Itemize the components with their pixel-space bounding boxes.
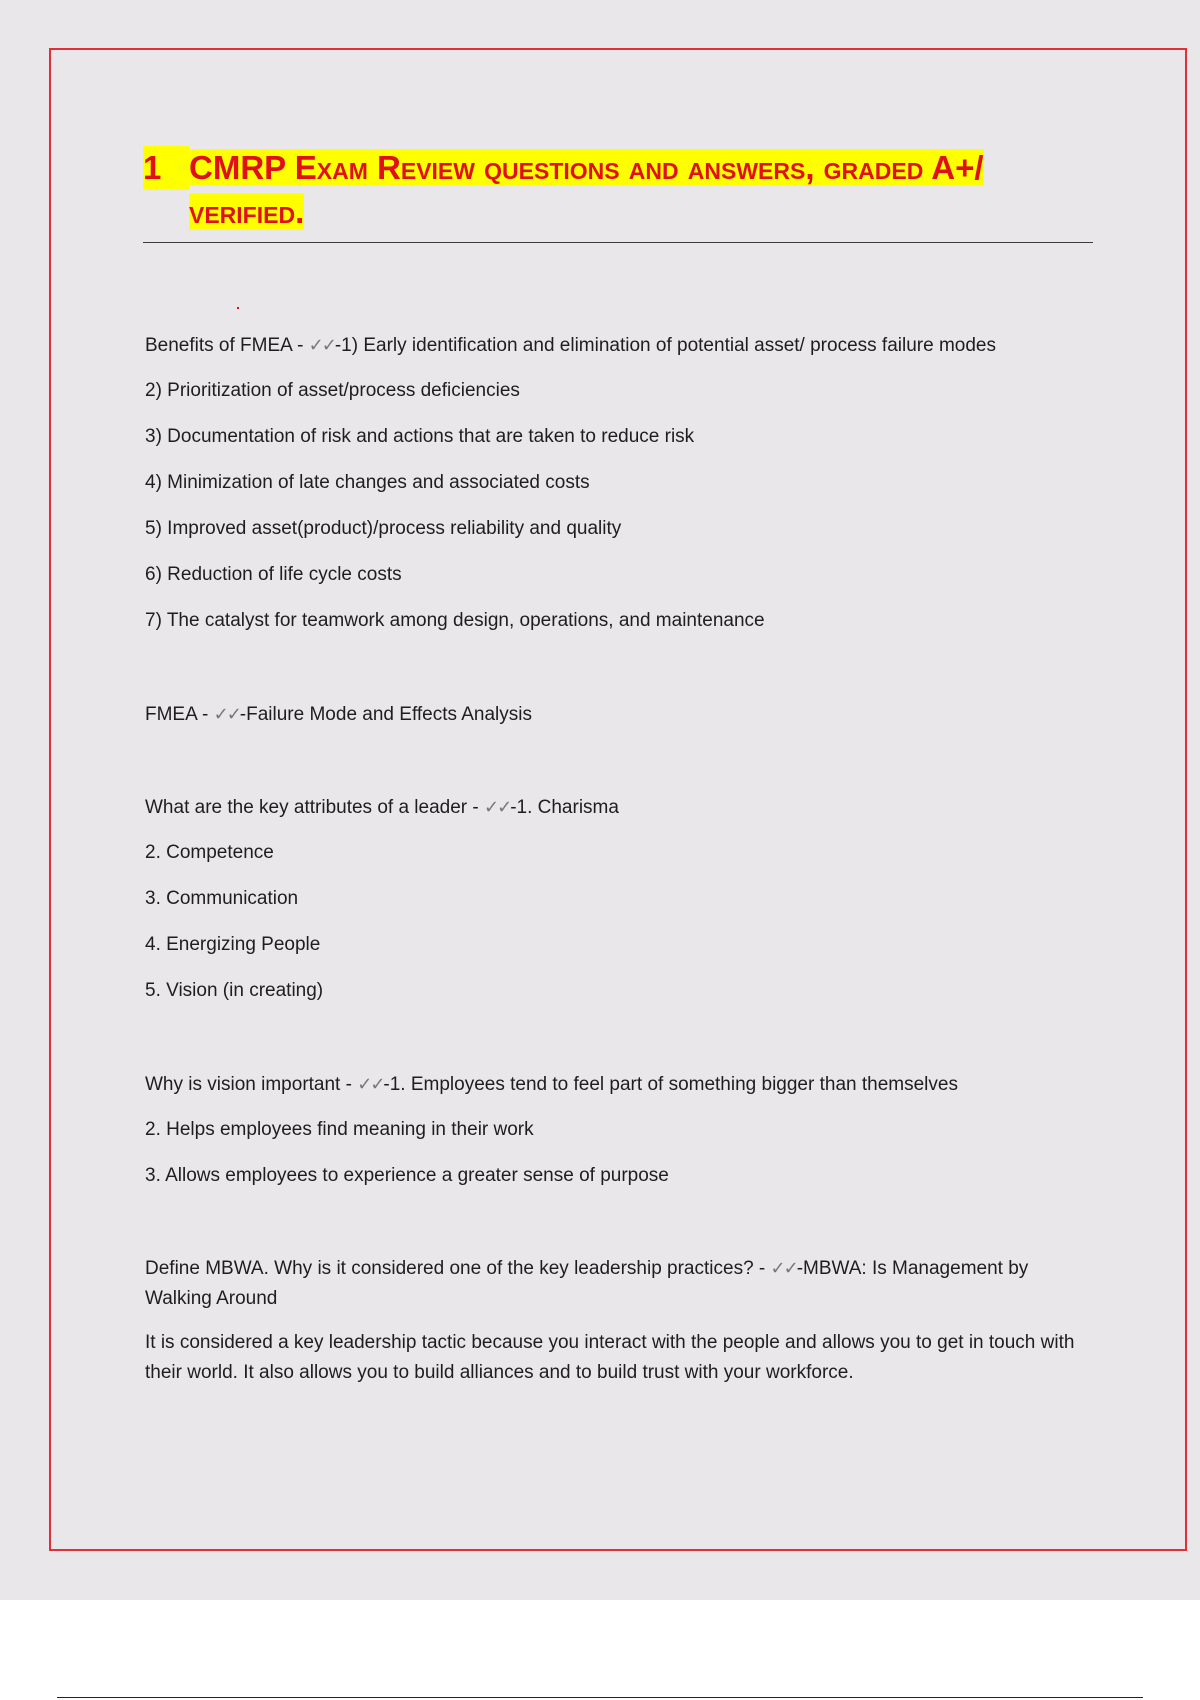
qa-question-line [145,1068,1090,1114]
answer-text: -MBWA: Is Management by Walking Around [145,1258,1029,1309]
question-text: Benefits of FMEA - [145,335,309,356]
qa-question-line [145,791,1090,837]
question-text: What are the key attributes of a leader - [145,797,485,818]
document-title [143,146,1093,243]
answer-text: -1. Charisma [510,797,619,818]
answer-item: 2. Helps employees find meaning in their work [145,1119,534,1140]
answer-item: 2. Competence [145,842,274,863]
answer-item: 4. Energizing People [145,934,321,955]
qa-question-line [145,329,1090,375]
answer-item: 2) Prioritization of asset/process deficiencies [145,380,520,401]
double-check-icon: ✓✓ [484,797,511,817]
answer-item: 5) Improved asset(product)/process reliability and quality [145,518,622,539]
double-check-icon: ✓✓ [770,1258,797,1278]
double-check-icon: ✓✓ [308,335,335,355]
answer-item: 5. Vision (in creating) [145,980,324,1001]
answer-item: 6) Reduction of life cycle costs [145,564,402,585]
footer-rule [57,1697,1143,1698]
answer-item: 3) Documentation of risk and actions that are taken to reduce risk [145,426,695,447]
title-text: CMRP Exam Review questions and answers, graded A+/ verified. [189,149,984,230]
red-mark [237,307,239,309]
qa-content [145,329,1090,1402]
question-text: Define MBWA. Why is it considered one of the key leadership practices? - [145,1258,771,1279]
title-number: 1 [143,146,189,190]
answer-item: 3. Allows employees to experience a greater sense of purpose [145,1165,669,1186]
qa-question-line [145,1253,1090,1314]
question-text: Why is vision important - [145,1074,358,1095]
answer-text: -1) Early identification and elimination of potential asset/ process failure modes [334,335,996,356]
answer-text: -Failure Mode and Effects Analysis [239,704,532,725]
qa-question-line [145,698,1090,744]
double-check-icon: ✓✓ [357,1074,384,1094]
answer-item: 4) Minimization of late changes and associated costs [145,472,590,493]
answer-item: 3. Communication [145,888,299,909]
answer-item: 7) The catalyst for teamwork among design, operations, and maintenance [145,610,765,631]
double-check-icon: ✓✓ [213,704,240,724]
answer-text: -1. Employees tend to feel part of something bigger than themselves [383,1074,958,1095]
question-text: FMEA - [145,704,214,725]
answer-paragraph: It is considered a key leadership tactic because you interact with the people and allows you to get in touch with their world. It also allows you to build alliances and to build trust with your workforce. [145,1332,1075,1383]
